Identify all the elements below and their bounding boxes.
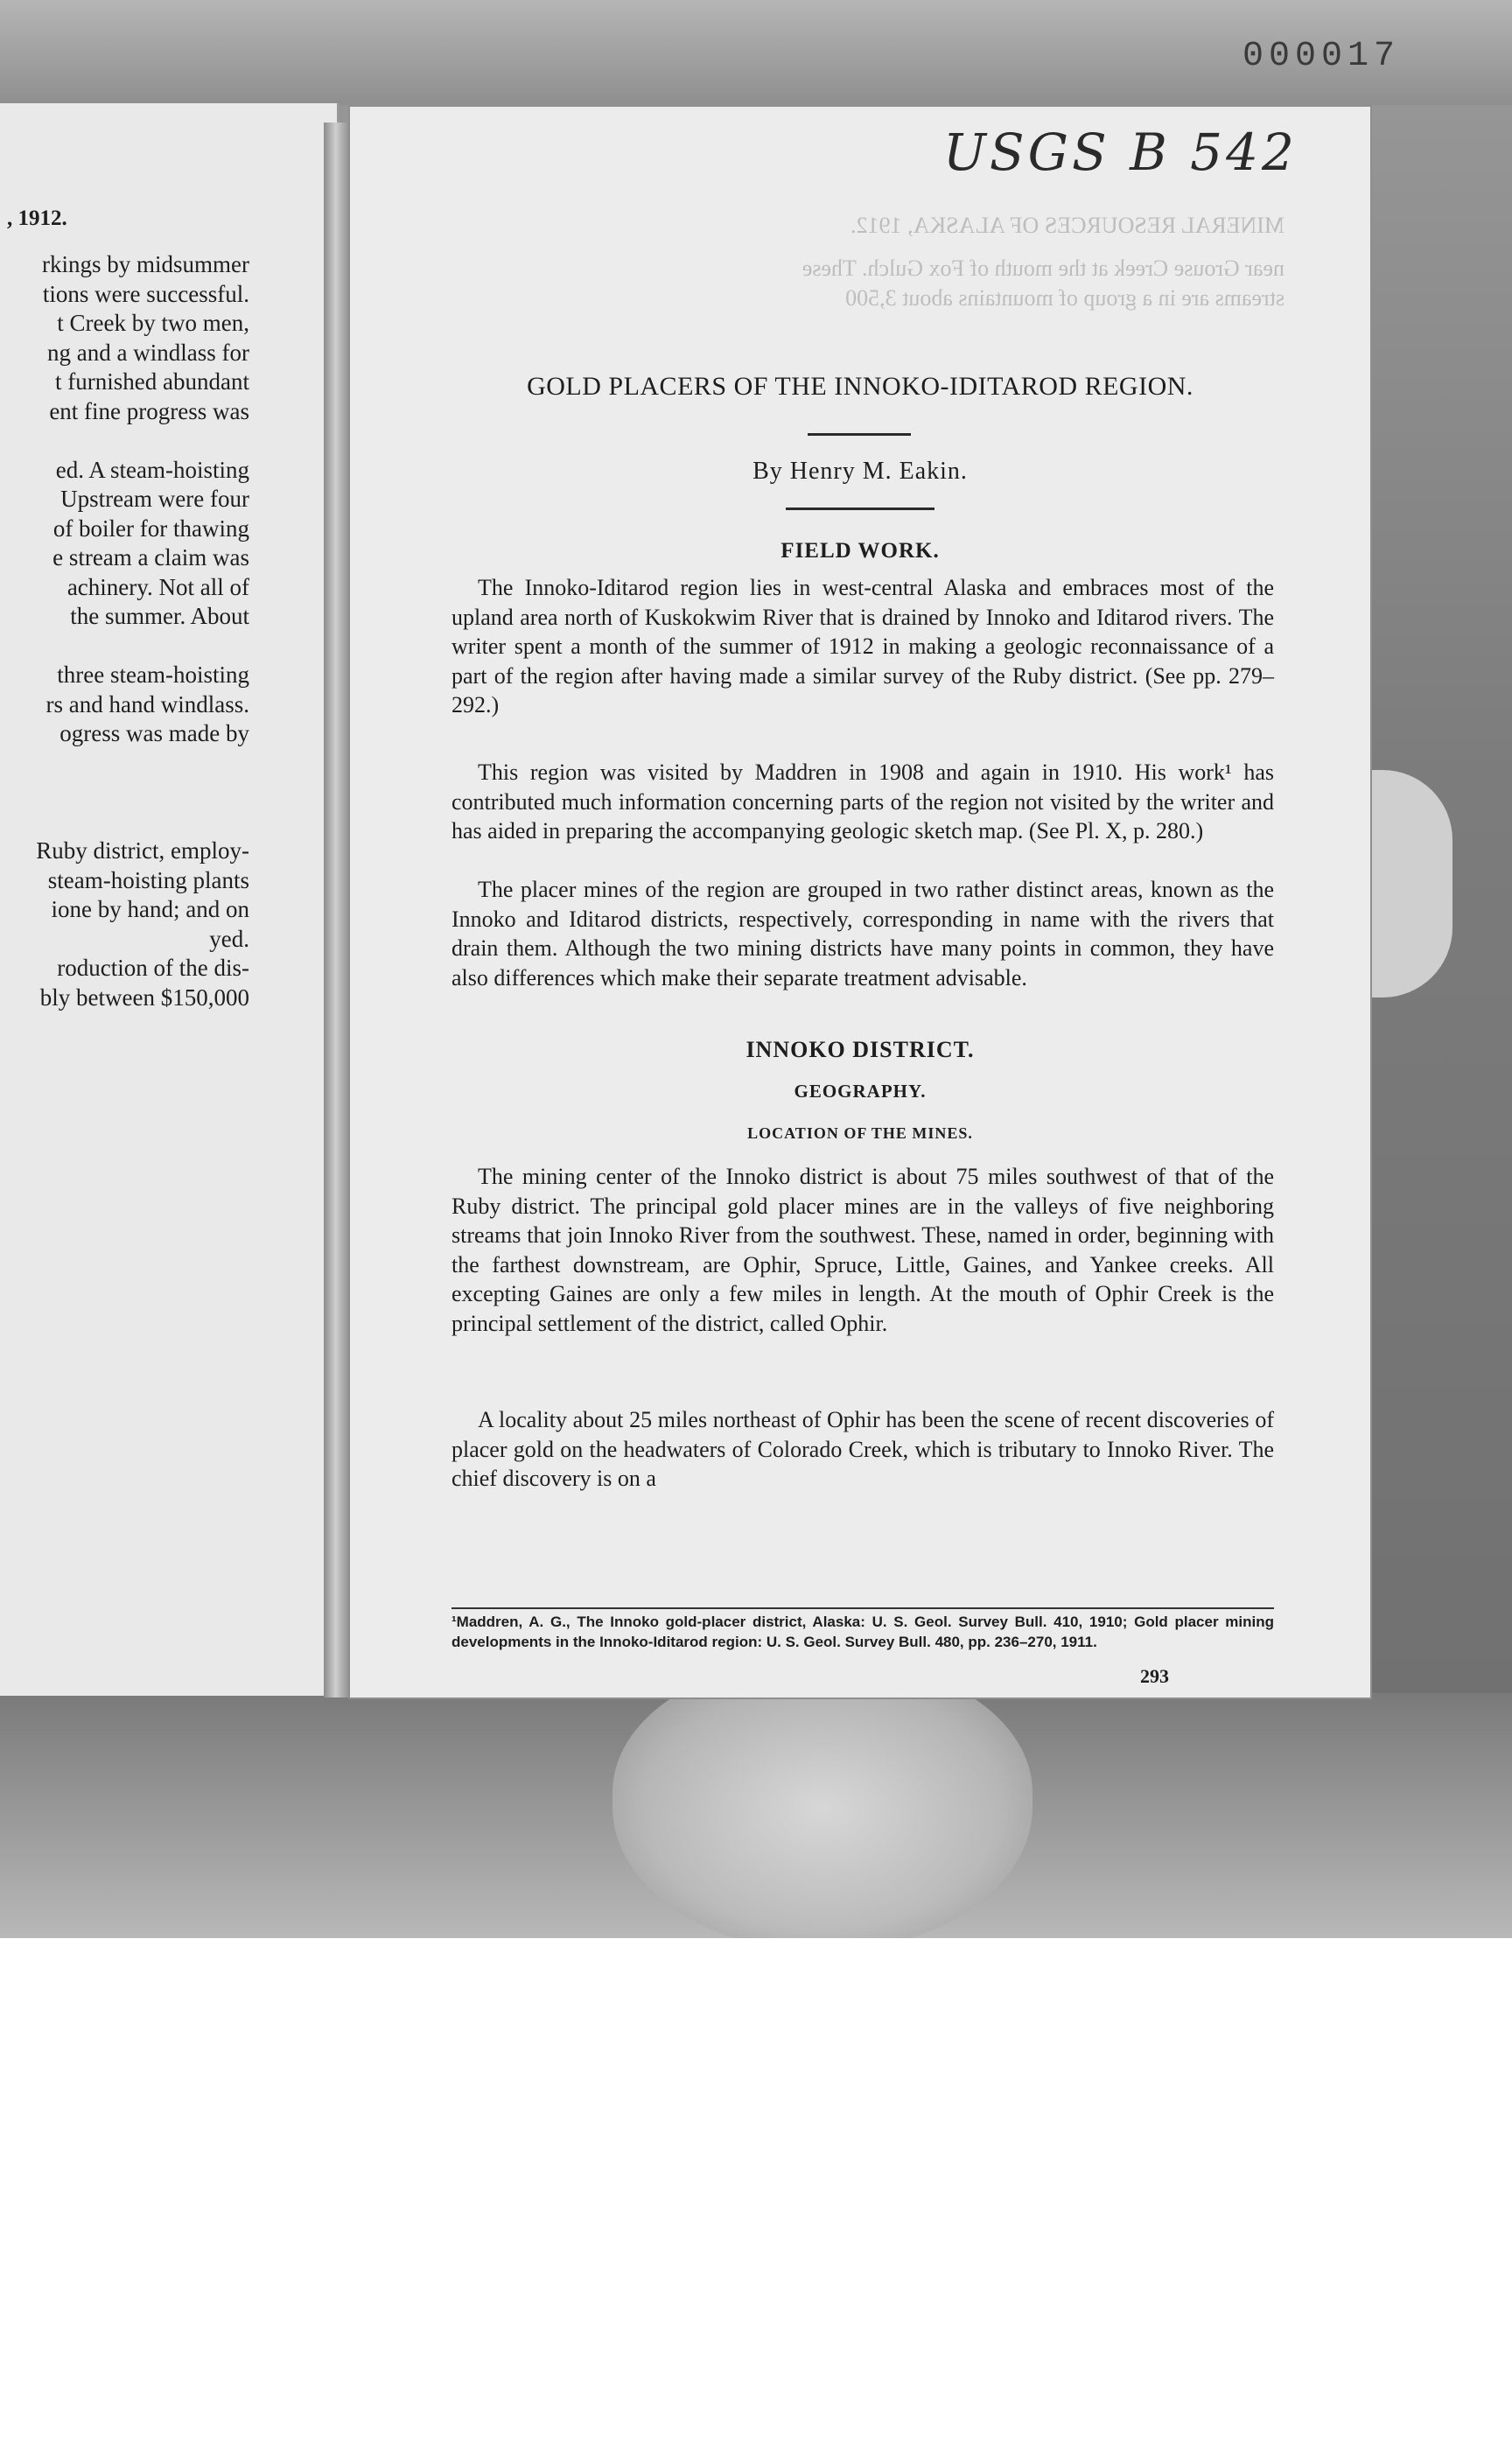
handwritten-note: USGS B 542 xyxy=(943,122,1298,182)
footnote-rule xyxy=(452,1607,1274,1609)
paragraph-location-2: A locality about 25 miles northeast of Ophir has been the scene of recent discoveries of placer gold on the headwaters of Colorado Creek, which is tributary to Innoko River. The chief discovery is on a xyxy=(452,1407,1274,1491)
heading-innoko-district: INNOKO DISTRICT. xyxy=(746,1037,975,1062)
serial-number: 000017 xyxy=(1242,37,1401,76)
left-page-line: Upstream were four xyxy=(60,486,249,512)
left-page-line: t Creek by two men, xyxy=(57,310,249,336)
bleed-through-text: streams are in a group of mountains about 3,500 xyxy=(845,285,1284,311)
paragraph-location-1: The mining center of the Innoko district is about 75 miles southwest of that of the Ruby district. The principal gold placer mines are in the valleys of five neighboring streams that join Innoko River from the southwest. These, named in order, beginning with the farthest downstream, are Ophir, Spruce, Little, Gaines, and Yankee creeks. All excepting Gaines are only a few miles in length. At the mouth of Ophir Creek is the principal settlement of the district, called Ophir. xyxy=(452,1164,1274,1336)
left-page-line xyxy=(0,632,249,662)
footnote: ¹Maddren, A. G., The Innoko gold-placer district, Alaska: U. S. Geol. Survey Bull. 410, 1910; Gold placer mining developments in the Innoko-Iditarod region: U. S. Geol. Survey Bull. 480, pp. 236–270, 1911. xyxy=(452,1614,1274,1650)
left-page-line: ogress was made by xyxy=(60,720,249,746)
main-page xyxy=(348,105,1372,1699)
left-page-line: tions were successful. xyxy=(42,280,249,307)
author-line: By Henry M. Eakin. xyxy=(752,458,968,485)
paragraph-field-work-2: This region was visited by Maddren in 1908 and again in 1910. His work¹ has contributed much information concerning parts of the region not visited by the writer and has aided in preparing the accompanying geologic sketch map. (See Pl. X, p. 280.) xyxy=(452,760,1274,844)
left-page-line: rkings by midsummer xyxy=(42,251,249,277)
left-page-line: achinery. Not all of xyxy=(66,573,249,600)
left-page-line: steam-hoisting plants xyxy=(47,866,249,893)
paragraph-field-work-3: The placer mines of the region are grouped in two rather distinct areas, known as the Innoko and Iditarod districts, respectively, corresponding in name with the rivers that drain them. Although the two mining districts have many points in common, they have also differences which make their separate treatment advisable. xyxy=(452,877,1274,990)
left-page-line: roduction of the dis- xyxy=(57,955,249,981)
left-page-line: ent fine progress was xyxy=(49,397,249,424)
left-page-line: e stream a claim was xyxy=(52,544,249,570)
heading-location-of-mines: LOCATION OF THE MINES. xyxy=(747,1124,973,1142)
left-page-line xyxy=(0,778,249,808)
left-page-line: bly between $150,000 xyxy=(39,984,249,1011)
author-rule xyxy=(786,508,934,510)
left-page-text xyxy=(0,250,249,1012)
left-page-line: ed. A steam-hoisting xyxy=(55,456,249,483)
left-page-line: of boiler for thawing xyxy=(52,514,249,542)
left-page-line: Ruby district, employ- xyxy=(36,837,249,864)
left-page-line xyxy=(0,426,249,456)
left-page-line xyxy=(0,808,249,837)
article-title: GOLD PLACERS OF THE INNOKO-IDITAROD REGION. xyxy=(527,372,1194,401)
left-page-line: ng and a windlass for xyxy=(47,339,249,366)
left-page-line: t furnished abundant xyxy=(55,368,249,395)
left-page-header: , 1912. xyxy=(7,206,67,230)
left-page-line: rs and hand windlass. xyxy=(46,690,249,718)
title-rule xyxy=(808,433,911,436)
hand-shadow xyxy=(612,1662,1032,1938)
left-page-line: the summer. About xyxy=(70,603,249,629)
left-facing-page xyxy=(0,103,339,1696)
heading-geography: GEOGRAPHY. xyxy=(794,1081,927,1102)
heading-field-work: FIELD WORK. xyxy=(780,539,940,563)
left-page-line: yed. xyxy=(209,925,249,952)
book-gutter xyxy=(324,122,350,1698)
bleed-through-text: MINERAL RESOURCES OF ALASKA, 1912. xyxy=(850,213,1284,238)
paragraph-field-work-1: The Innoko-Iditarod region lies in west-central Alaska and embraces most of the upland area north of Kuskokwim River that is drained by Innoko and Iditarod rivers. The writer spent a month of the summer of 1912 in making a geologic reconnaissance of a part of the region after having made a similar survey of the Ruby district. (See pp. 279–292.) xyxy=(452,575,1274,718)
left-page-line: three steam-hoisting xyxy=(57,662,249,688)
left-page-line: ione by hand; and on xyxy=(51,896,249,922)
bleed-through-text: near Grouse Creek at the mouth of Fox Gulch. These xyxy=(802,256,1284,281)
left-page-line xyxy=(0,749,249,779)
page-number: 293 xyxy=(1140,1665,1169,1687)
